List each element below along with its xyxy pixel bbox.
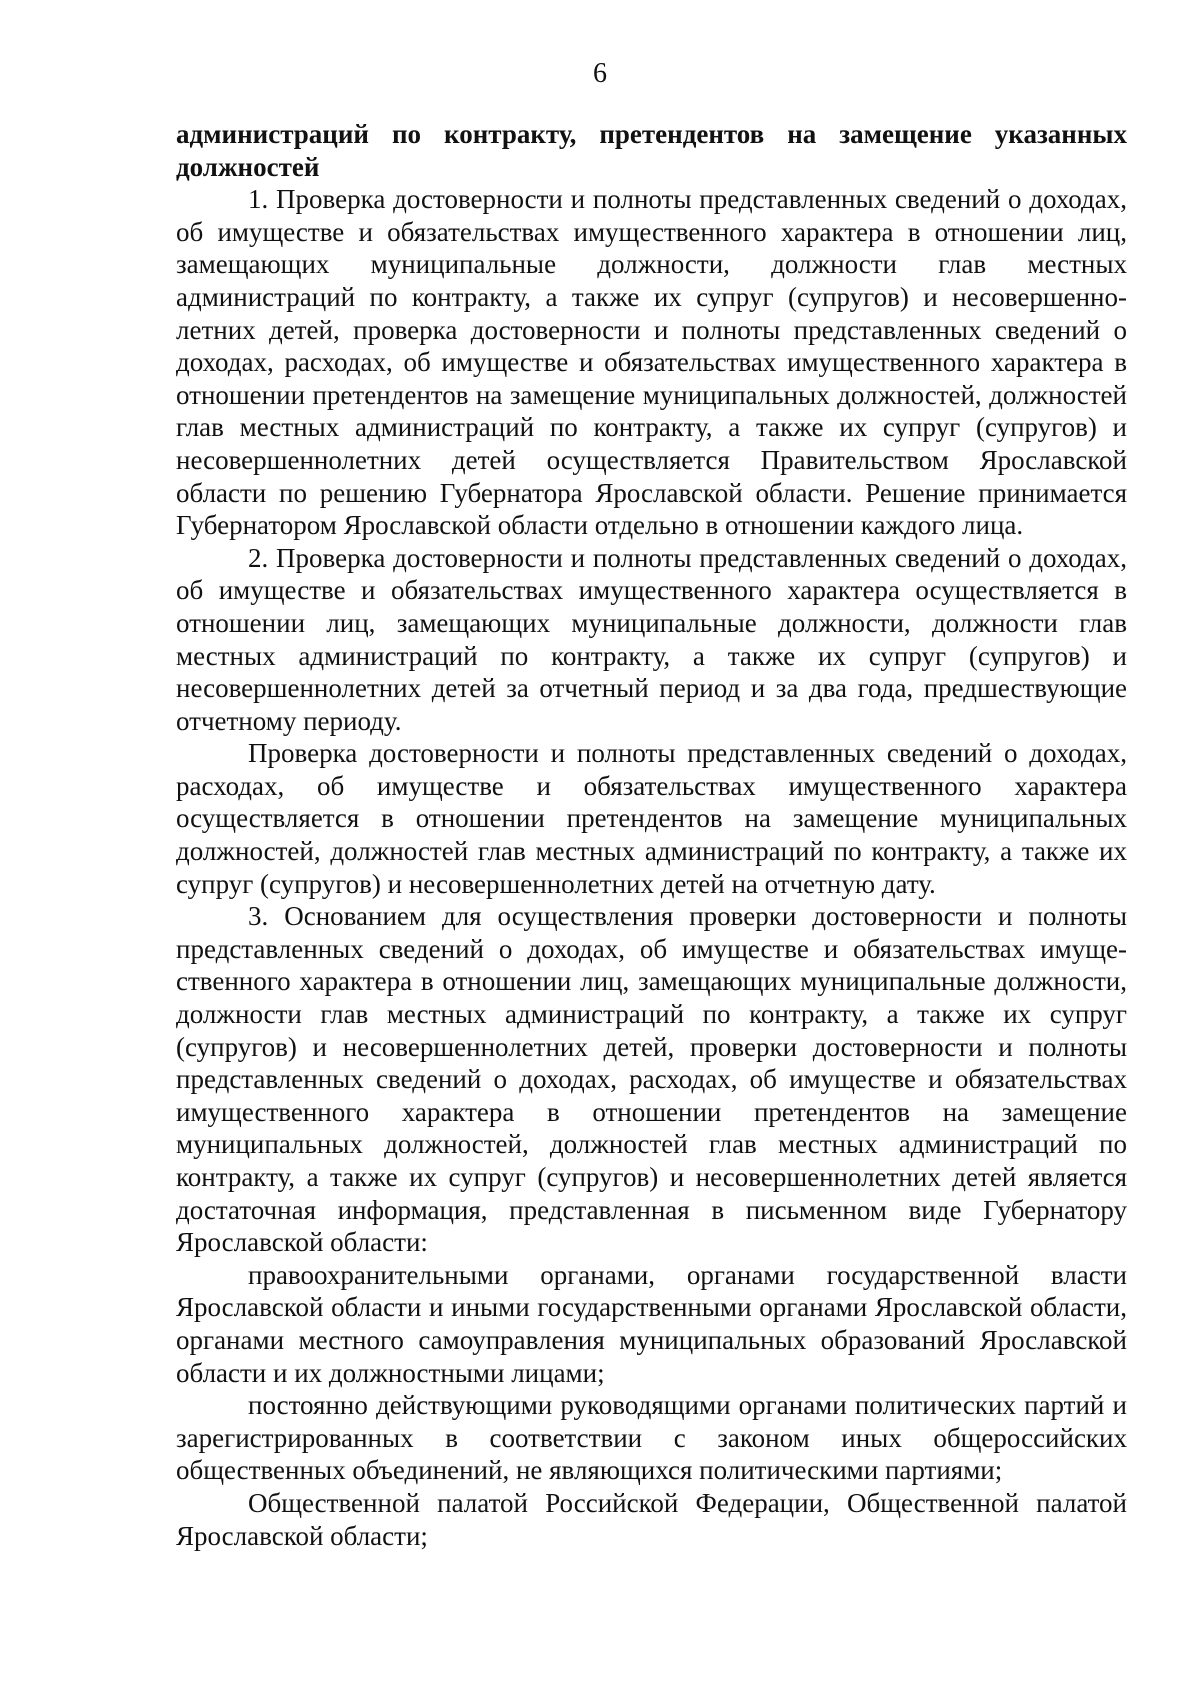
- list-item-law-enforcement: правоохранительными органами, органами государственной власти Ярославской области и иными государственными органами Ярославской области, органами местного самоуправления муниципальных образований Ярославской области и их должностными лицами;: [176, 1259, 1127, 1388]
- page-number: 6: [593, 58, 607, 89]
- list-item-public-chamber: Общественной палатой Российской Федерации, Общественной палатой Ярославской области;: [176, 1487, 1127, 1551]
- paragraph-1: 1. Проверка достоверности и полноты представленных сведений о доходах, об имуществе и обязательствах имущественного характера в отношении лиц, замещающих муниципальные должности, должности глав местных администраций по контракту, а также их супруг (супругов) и несовершеннолетних детей, проверка достоверности и полноты представленных сведений о доходах, расходах, об имуществе и обязательствах имущественного характера в отношении претендентов на замещение муниципальных должностей, должностей глав местных администраций по контракту, а также их супруг (супругов) и несовершеннолетних детей осуществляется Правительством Ярославской области по решению Губернатора Ярославской области. Решение принимается Губернатором Ярославской области отдельно в отношении каждого лица.: [176, 184, 1127, 541]
- list-item-political-parties: постоянно действующими руководящими органами политических партий и зарегистрированных в соответствии с законом иных общероссийских общественных объединений, не являющихся политическими партиями;: [176, 1390, 1127, 1486]
- section-heading-continuation: администраций по контракту, претендентов на замещение указанных должностей: [176, 119, 1127, 182]
- paragraph-3: 3. Основанием для осуществления проверки достоверности и полноты представленных сведений о доходах, об имуществе и обязательствах имущественного характера в отношении лиц, замещающих муниципальные должности, должности глав местных администраций по контракту, а также их супруг (супругов) и несовершеннолетних детей, проверки достоверности и полноты представленных сведений о доходах, расходах, об имуществе и обязательствах имущественного характера в отношении претендентов на замещение муниципальных должностей, должностей глав местных администраций по контракту, а также их супруг (супругов) и несовершеннолетних детей является достаточная информация, представленная в письменном виде Губернатору Ярославской области:: [176, 901, 1127, 1258]
- document-body: [176, 118, 1127, 1552]
- paragraph-2: 2. Проверка достоверности и полноты представленных сведений о доходах, об имуществе и обязательствах имущественного характера осуществляется в отношении лиц, замещающих муниципальные должности, должности глав местных администраций по контракту, а также их супруг (супругов) и несовершеннолетних детей за отчетный период и за два года, предшествующие отчетному периоду.: [176, 542, 1127, 736]
- paragraph-2-continuation: Проверка достоверности и полноты представленных сведений о доходах, расходах, об имуществе и обязательствах имущественного характера осуществляется в отношении претендентов на замещение муниципальных должностей, должностей глав местных администраций по контракту, а также их супруг (супругов) и несовершеннолетних детей на отчетную дату.: [176, 738, 1127, 899]
